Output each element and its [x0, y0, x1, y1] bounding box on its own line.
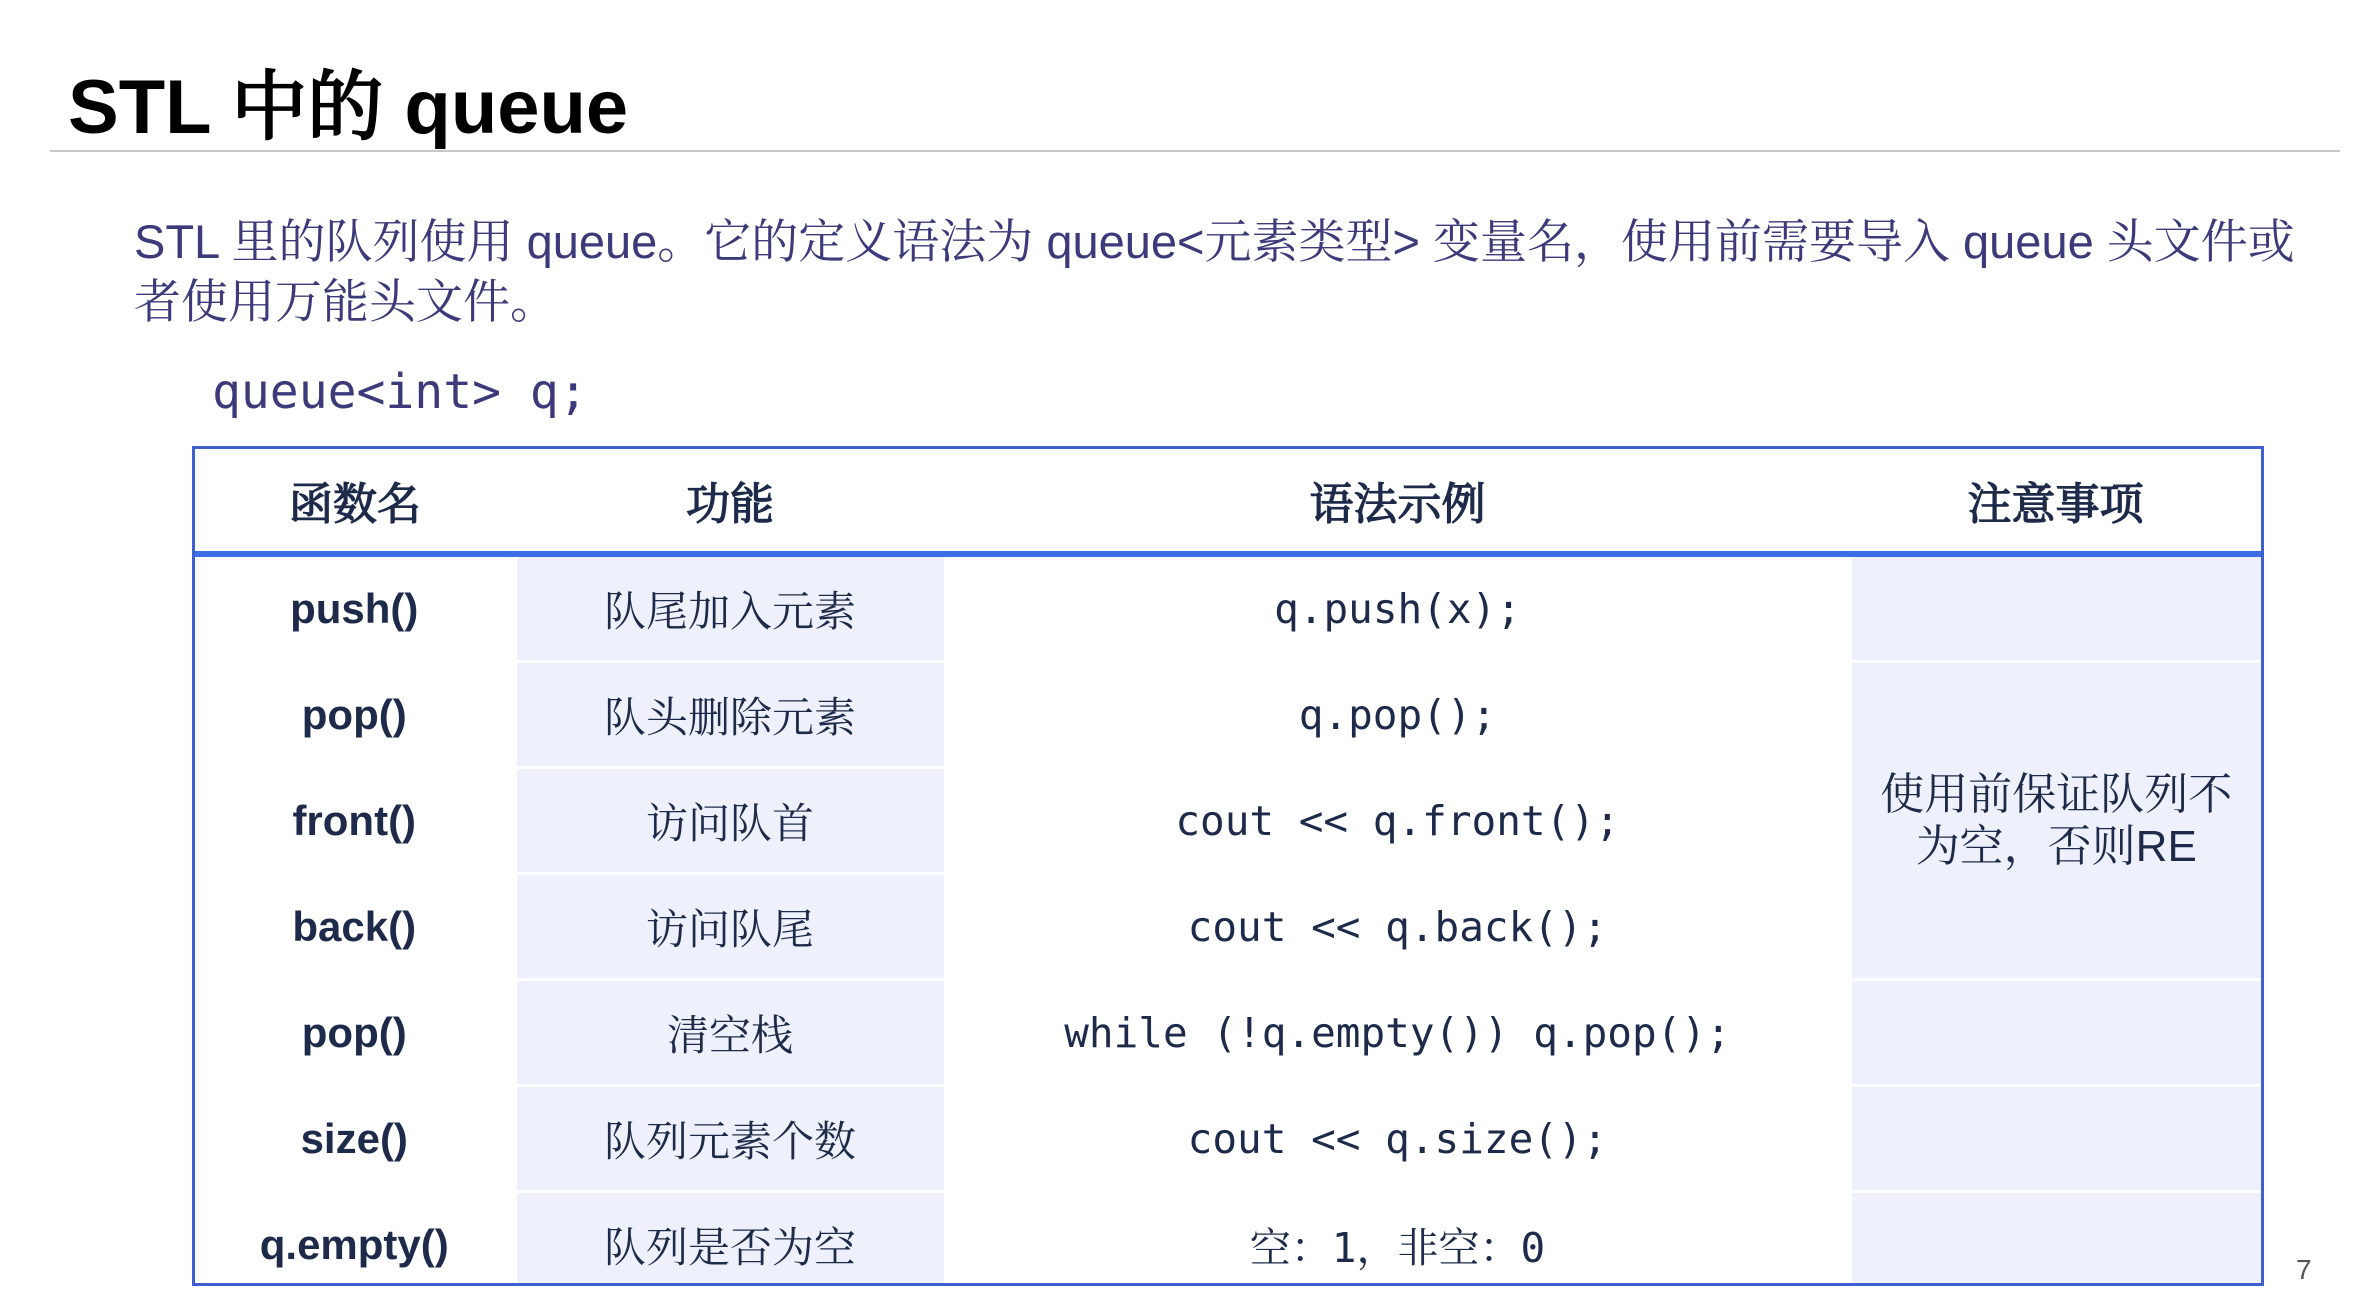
cell-note-merged: 使用前保证队列不为空，否则RE [1850, 662, 2261, 980]
cell-function-name: push() [195, 554, 515, 662]
intro-paragraph: STL 里的队列使用 queue。它的定义语法为 queue<元素类型> 变量名，使用前需要导入 queue 头文件或者使用万能头文件。 [134, 215, 2295, 328]
header-function-name: 函数名 [195, 449, 515, 554]
cell-purpose: 访问队首 [515, 768, 945, 874]
cell-purpose: 清空栈 [515, 980, 945, 1086]
table-row [195, 1192, 2261, 1287]
cell-note-empty [1850, 1086, 2261, 1192]
cell-purpose: 队列是否为空 [515, 1192, 945, 1287]
cell-function-name: size() [195, 1086, 515, 1192]
cell-function-name: q.empty() [195, 1192, 515, 1287]
title-divider [50, 150, 2340, 152]
cell-syntax: cout << q.front(); [945, 768, 1850, 874]
cell-purpose: 队头删除元素 [515, 662, 945, 768]
cell-purpose: 队列元素个数 [515, 1086, 945, 1192]
table-row [195, 662, 2261, 768]
cell-syntax: while (!q.empty()) q.pop(); [945, 980, 1850, 1086]
table-header-row [195, 449, 2261, 554]
table-row [195, 1086, 2261, 1192]
cell-note-empty [1850, 980, 2261, 1086]
cell-syntax: cout << q.size(); [945, 1086, 1850, 1192]
header-purpose: 功能 [515, 449, 945, 554]
code-example: queue<int> q; [212, 364, 588, 420]
page-number: 7 [2296, 1254, 2312, 1285]
header-syntax-example: 语法示例 [945, 449, 1850, 554]
cell-function-name: pop() [195, 980, 515, 1086]
cell-syntax: cout << q.back(); [945, 874, 1850, 980]
slide-title: STL 中的 queue [68, 65, 629, 150]
table-row [195, 980, 2261, 1086]
function-table [192, 446, 2264, 1286]
header-notes: 注意事项 [1850, 449, 2261, 554]
cell-purpose: 队尾加入元素 [515, 554, 945, 662]
cell-note-empty [1850, 554, 2261, 662]
cell-syntax: q.push(x); [945, 554, 1850, 662]
table-row [195, 554, 2261, 662]
cell-note-empty [1850, 1192, 2261, 1287]
cell-function-name: front() [195, 768, 515, 874]
cell-function-name: back() [195, 874, 515, 980]
cell-function-name: pop() [195, 662, 515, 768]
cell-purpose: 访问队尾 [515, 874, 945, 980]
cell-syntax: q.pop(); [945, 662, 1850, 768]
cell-syntax: 空：1，非空：0 [945, 1192, 1850, 1287]
